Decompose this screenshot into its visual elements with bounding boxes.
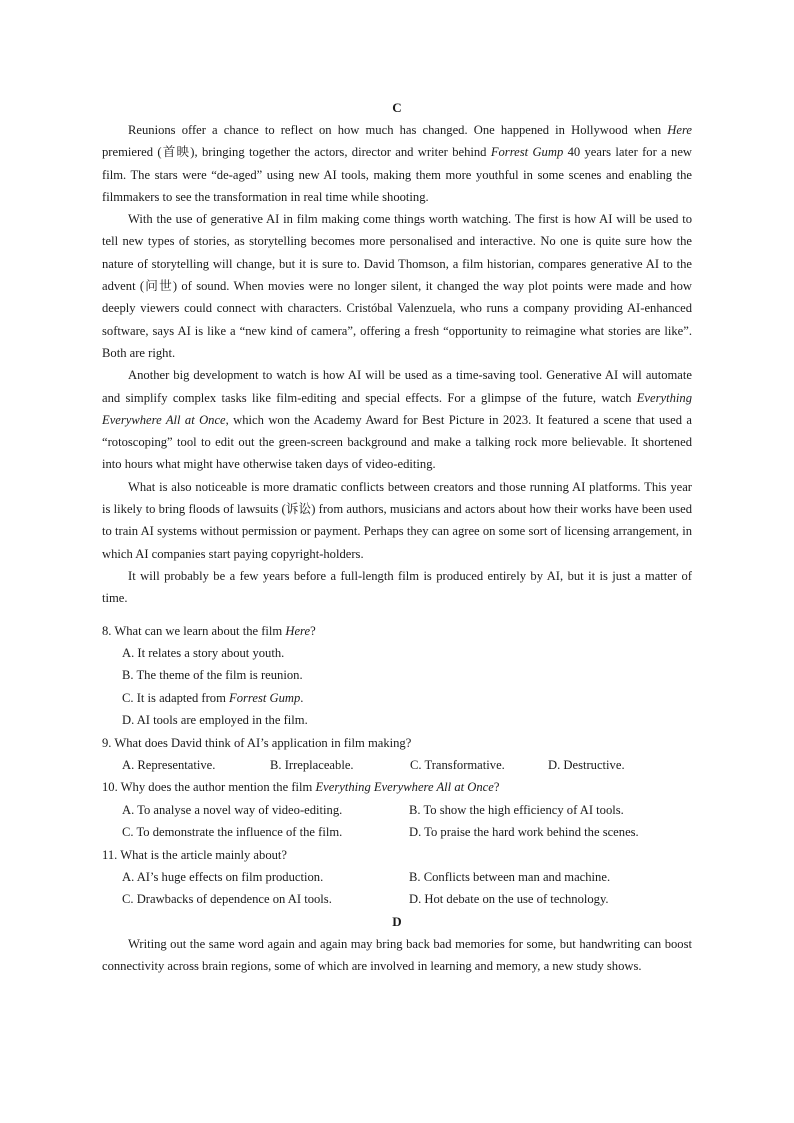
question-11-options-row-1 xyxy=(102,866,692,888)
passage-c-paragraph-5: It will probably be a few years before a full-length film is produced entirely by AI, but it is just a matter of time. xyxy=(102,568,692,606)
question-10-option-c: C. To demonstrate the influence of the film. xyxy=(122,825,343,840)
question-10-option-a: A. To analyse a novel way of video-editing. xyxy=(122,802,343,817)
question-11-option-c: C. Drawbacks of dependence on AI tools. xyxy=(122,892,332,907)
film-title: Everything Everywhere All at Once xyxy=(102,390,692,427)
passage-c-paragraph-1: Reunions offer a chance to reflect on how much has changed. One happened in Hollywood when Here premiered (首映), bringing together the actors, director and writer behind Forrest Gump 40 years later for a new film. The stars were “de-aged” using new AI tools, making them more youthful in some scenes and enabling the filmmakers to see the transformation in real time while shooting. xyxy=(102,123,693,204)
passage-c-heading: C xyxy=(392,100,402,115)
question-9-option-d: D. Destructive. xyxy=(548,757,625,772)
question-10-options-row-1 xyxy=(102,799,692,821)
passage-c-paragraph-2: With the use of generative AI in film making come things worth watching. The first is how AI will be used to tell new types of stories, as storytelling becomes more personalised and interactive. No one is quite sure how the nature of storytelling will change, but it is sure to. David Thomson, a film historian, compares generative AI to the advent (问世) of sound. When movies were no longer silent, it changed the way plot points were made and how deeply viewers could connect with characters. Cristóbal Valenzuela, who runs a company providing AI-enhanced software, says AI is like a “new kind of camera”, offering a fresh “opportunity to reimagine what stories are like”. Both are right. xyxy=(102,212,692,360)
question-8-option-c: C. It is adapted from Forrest Gump. xyxy=(122,690,304,705)
question-8-option-d: D. AI tools are employed in the film. xyxy=(122,713,308,728)
question-11-stem: 11. What is the article mainly about? xyxy=(102,847,288,862)
film-title: Forrest Gump xyxy=(490,145,564,160)
question-9-stem: 9. What does David think of AI’s application in film making? xyxy=(102,735,412,750)
question-11-option-d: D. Hot debate on the use of technology. xyxy=(409,892,609,907)
question-10-stem: 10. Why does the author mention the film Everything Everywhere All at Once? xyxy=(102,780,500,795)
question-11-option-a: A. AI’s huge effects on film production. xyxy=(122,870,324,884)
passage-c-paragraph-4: What is also noticeable is more dramatic conflicts between creators and those running AI platforms. This year is likely to bring floods of lawsuits (诉讼) from authors, musicians and actors about how their works have been used to train AI systems without permission or payment. Perhaps they can agree on some sort of licensing arrangement, in which AI companies start paying copyright-holders. xyxy=(102,479,692,561)
passage-c-paragraph-3: Another big development to watch is how AI will be used as a time-saving tool. Generative AI will automate and simplify complex tasks like film-editing and special effects. For a glimpse of the future, watch Everything Everywhere All at Once, which won the Academy Award for Best Picture in 2023. It featured a scene that used a “rotoscoping” tool to edit out the green-screen background and make a talking rock more believable. It shortened into hours what might have otherwise taken days of video-editing. xyxy=(102,368,692,472)
question-10-option-b: B. To show the high efficiency of AI tools. xyxy=(409,802,624,817)
question-11-option-b: B. Conflicts between man and machine. xyxy=(409,870,611,884)
question-10-option-d: D. To praise the hard work behind the scenes. xyxy=(409,825,639,840)
passage-d-paragraph-1: Writing out the same word again and again may bring back bad memories for some, but handwriting can boost connectivity across brain regions, some of which are involved in learning and memory, a new study shows. xyxy=(102,936,692,974)
question-9-option-c: C. Transformative. xyxy=(410,757,505,772)
passage-d-heading: D xyxy=(392,913,402,929)
question-11-options-row-2 xyxy=(102,888,692,910)
question-8-option-a: A. It relates a story about youth. xyxy=(122,645,285,660)
film-title: Here xyxy=(667,123,692,137)
question-8-stem: 8. What can we learn about the film Here? xyxy=(102,623,316,638)
question-8-option-b: B. The theme of the film is reunion. xyxy=(122,668,303,683)
question-9-option-a: A. Representative. xyxy=(122,757,216,772)
exam-page xyxy=(102,97,692,977)
question-9-option-b: B. Irreplaceable. xyxy=(270,757,354,772)
question-10-options-row-2 xyxy=(102,821,692,843)
question-9-options xyxy=(102,754,692,776)
